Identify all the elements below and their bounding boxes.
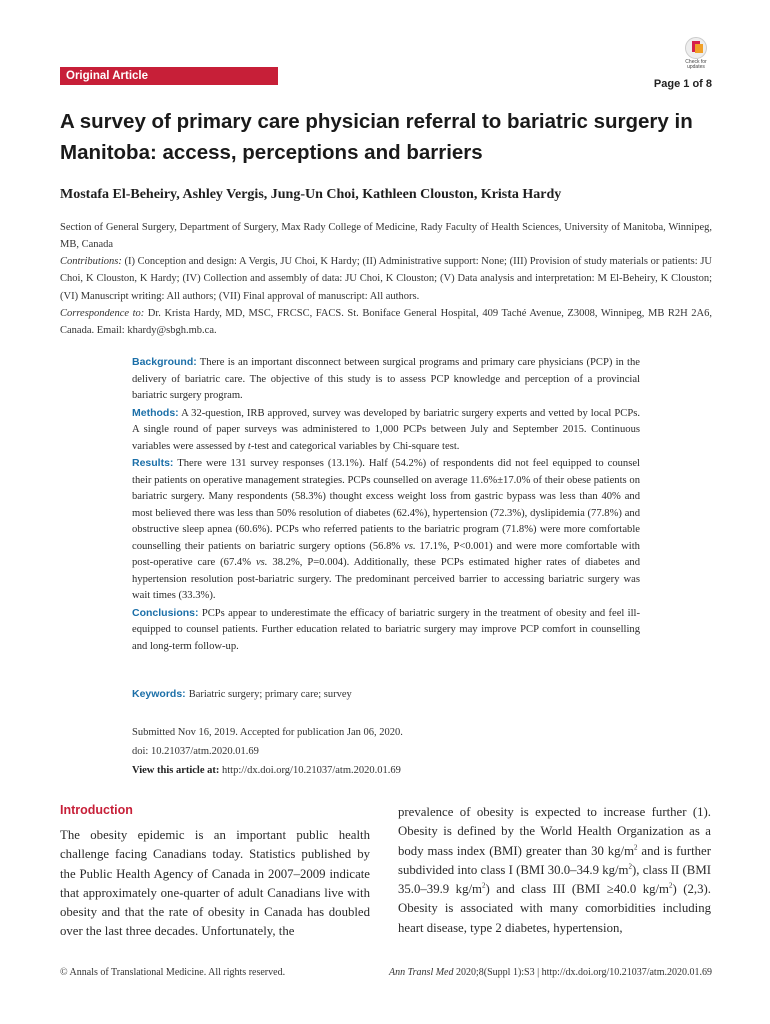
correspondence-label: Correspondence to: — [60, 308, 145, 319]
intro-right-text-2: and is further subdivided into class I (BMI 30.0–34.9 kg/m — [398, 843, 711, 877]
intro-right-text-1: prevalence of obesity is expected to increase further (1). Obesity is defined by the World Health Organization as a body mass index (BMI) greater than 30 kg/m — [398, 805, 711, 858]
affiliation: Section of General Surgery, Department of Surgery, Max Rady College of Medicine, Rady Faculty of Health Sciences, University of Manitoba, Winnipeg, MB, Canada — [60, 222, 712, 251]
background-text: There is an important disconnect between surgical programs and primary care physicians (PCP) in the delivery of bariatric care. The objective of this study is to assess PCP knowledge and perception of a provincial bariatric surgery program. — [132, 357, 640, 401]
conclusions-label: Conclusions: — [132, 606, 199, 619]
results-vs-2: vs. — [255, 557, 268, 568]
contributions — [60, 253, 712, 305]
results-label: Results: — [132, 457, 174, 469]
keywords-text: Bariatric surgery; primary care; survey — [188, 689, 352, 700]
intro-right-text-5: ) (2,3). Obesity is associated with many comorbidities including heart disease, type 2 diabetes, hypertension, — [398, 882, 711, 935]
results-text-3: 38.2%, P=0.004). Additionally, these PCPs estimated higher rates of diabetes and hypertension resolution post-bariatric surgery. The predominant perceived barrier to accessing bariatric surgery was wait times (33.3%). — [132, 557, 640, 601]
abstract — [132, 354, 640, 655]
background-label: Background: — [132, 356, 197, 368]
results-text: There were 131 survey responses (13.1%). Half (54.2%) of respondents did not feel equipped to counsel their patients on operative management strategies. PCPs counselled on average 11.6%±17.0% of their obese patients on bariatric surgery. Many respondents (58.3%) thought excess weight loss from gastric bypass was less than 40% and most believed there was less than 50% resolution of diabetes (62.4%), hypertension (72.3%), dyslipidemia (77.8%) and obstructive sleep apnea (60.6%). PCPs who referred patients to the bariatric program (71.8%) were more comfortable counselling their patients on bariatric surgery options (56.8% — [132, 458, 640, 552]
view-article-link[interactable]: http://dx.doi.org/10.21037/atm.2020.01.69 — [222, 765, 401, 776]
keywords-label: Keywords: — [132, 688, 186, 700]
intro-right-text-3: ), class II (BMI 35.0–39.9 kg/m — [398, 862, 711, 897]
doi: doi: 10.21037/atm.2020.01.69 — [132, 746, 259, 757]
abstract-background — [132, 354, 640, 405]
conclusions-text: PCPs appear to underestimate the efficacy of bariatric surgery in the treatment of obesity and feel ill-equipped to counsel patients. Further education related to bariatric surgery may improve PCP comfort in counselling and long-term follow-up. — [132, 607, 640, 652]
article-title: A survey of primary care physician referral to bariatric surgery in Manitoba: access, perceptions and barriers — [60, 110, 693, 164]
abstract-results — [132, 455, 640, 605]
view-article-label: View this article at: — [132, 765, 220, 776]
intro-right-text-4: ) and class III (BMI ≥40.0 kg/m — [485, 882, 670, 897]
methods-text-2: -test and categorical variables by Chi-square test. — [250, 440, 460, 452]
superscript: 2 — [634, 843, 638, 852]
submission-dates: Submitted Nov 16, 2019. Accepted for publication Jan 06, 2020. — [132, 727, 403, 738]
methods-label: Methods: — [132, 406, 179, 419]
introduction-left-column: The obesity epidemic is an important public health challenge facing Canadians today. Statistics published by the Public Health Agency of Canada in 2007–2009 indicate that approximately one-quarter of adult Canadians live with obesity and that the rate of obesity in Canada has doubled over the last three decades. Unfortunately, the — [60, 828, 370, 939]
footer-citation — [389, 967, 712, 978]
introduction-right-column — [398, 803, 711, 938]
contributions-text: (I) Conception and design: A Vergis, JU Choi, K Hardy; (II) Administrative support: None; (III) Provision of study materials or patients: JU Choi, K Clouston, K Hardy; (IV) Collection and assembly of data: JU Choi, K Clouston; (V) Data analysis and interpretation: M El-Beheiry, K Clouston; (VI) Manuscript writing: All authors; (VII) Final approval of manuscript: All authors. — [60, 256, 712, 302]
superscript: 2 — [482, 881, 486, 890]
author-list: Mostafa El-Beheiry, Ashley Vergis, Jung-Un Choi, Kathleen Clouston, Krista Hardy — [60, 187, 562, 202]
article-type-label: Original Article — [60, 67, 278, 85]
superscript: 2 — [669, 881, 673, 890]
footer-journal: Ann Transl Med — [389, 967, 454, 978]
update-badge-label: Check for updates — [685, 59, 707, 70]
results-text-2: 17.1%, P<0.001) and were more comfortable with post-operative care (67.4% — [132, 540, 640, 568]
footer-copyright: © Annals of Translational Medicine. All rights reserved. — [60, 967, 286, 978]
publication-info — [132, 723, 403, 780]
methods-text: A 32-question, IRB approved, survey was developed by bariatric surgery experts and vetted by local PCPs. A single round of paper surveys was administered to 1,000 PCPs between July and September 2015. Continuous variables were assessed by — [132, 407, 640, 452]
introduction-heading: Introduction — [60, 803, 133, 817]
view-article — [132, 761, 403, 780]
page-number: Page 1 of 8 — [653, 78, 712, 90]
abstract-methods — [132, 405, 640, 456]
bookmark-icon — [685, 37, 707, 59]
results-vs-1: vs. — [404, 540, 416, 552]
footer-citation-text: 2020;8(Suppl 1):S3 | http://dx.doi.org/10.21037/atm.2020.01.69 — [453, 967, 712, 978]
contributions-label: Contributions: — [60, 256, 122, 267]
methods-italic: t — [247, 440, 251, 452]
superscript: 2 — [628, 862, 632, 871]
correspondence-text: Dr. Krista Hardy, MD, MSC, FRCSC, FACS. St. Boniface General Hospital, 409 Taché Avenue, Z3008, Winnipeg, MB R2H 2A6, Canada. Email: khardy@sbgh.mb.ca. — [60, 308, 712, 337]
abstract-conclusions — [132, 605, 640, 656]
check-for-updates-badge[interactable] — [678, 37, 714, 71]
keywords — [132, 688, 352, 700]
correspondence — [60, 305, 712, 340]
